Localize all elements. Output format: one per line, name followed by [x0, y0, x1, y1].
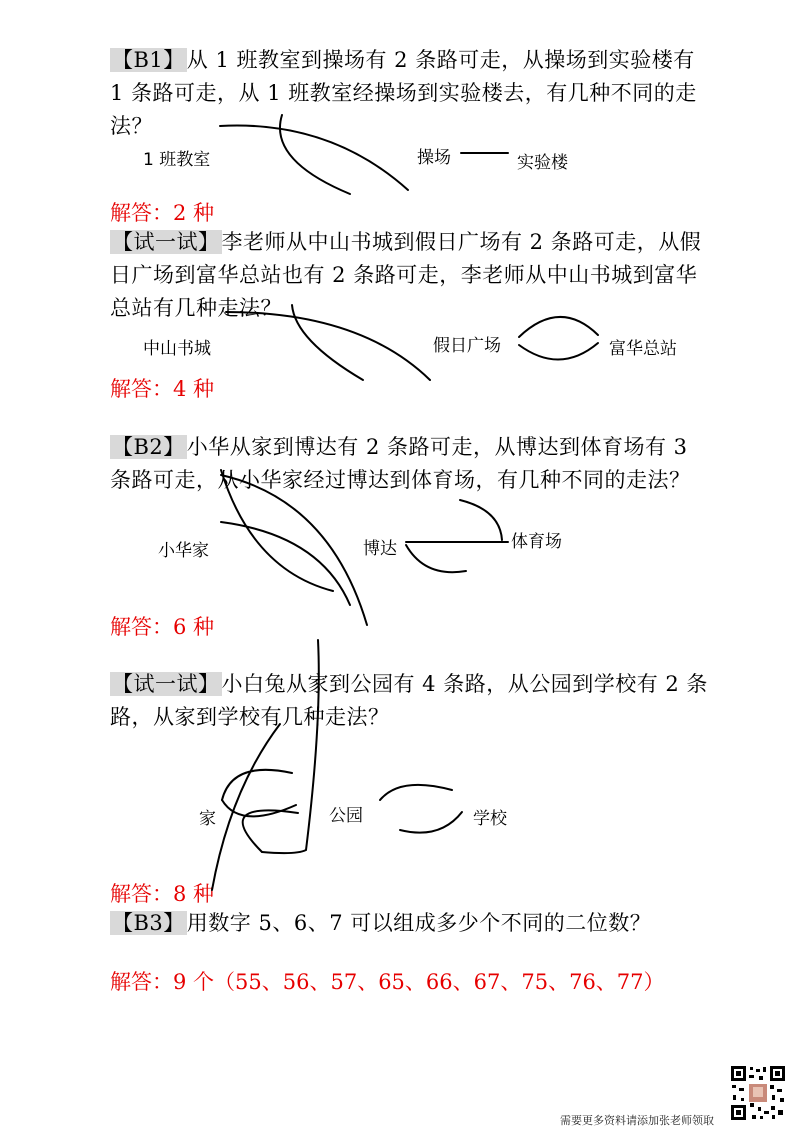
- question-tag: 【B1】: [112, 48, 185, 72]
- route-curve: [460, 500, 502, 540]
- place-label-3: 体育场: [511, 532, 562, 552]
- route-curve: [262, 640, 319, 853]
- route-curve: [221, 475, 367, 625]
- route-curve: [222, 770, 292, 800]
- place-label-1: 中山书城: [143, 339, 211, 359]
- place-label-3: 实验楼: [517, 153, 568, 173]
- question-text: 用数字 5、6、7 可以组成多少个不同的二位数？: [186, 911, 652, 935]
- question-text: 李老师从中山书城到假日广场有 2 条路可走，从假日广场到富华总站也有 2 条路可走，李老师从中山书城到富华总站有几种走法？: [110, 230, 702, 320]
- route-curve: [380, 785, 452, 800]
- answer-b1: 解答：2 种: [110, 201, 215, 225]
- answer-try1: 解答：4 种: [110, 377, 215, 401]
- place-label-2: 操场: [417, 148, 451, 168]
- footer-note: 需要更多资料请添加张老师领取: [560, 1114, 714, 1127]
- qr-code-icon: [730, 1065, 786, 1121]
- route-curve: [226, 312, 430, 380]
- place-label-3: 富华总站: [609, 339, 677, 359]
- place-label-1: 家: [199, 809, 216, 829]
- route-curve: [292, 305, 363, 380]
- place-label-1: 小华家: [158, 541, 209, 561]
- route-curve: [212, 724, 280, 890]
- answer-b3: 解答：9 个（55、56、57、65、66、67、75、76、77）: [110, 970, 665, 994]
- question-tag: 【B2】: [112, 435, 185, 459]
- route-curve: [406, 545, 466, 572]
- route-curve: [280, 115, 350, 194]
- route-curve: [220, 126, 408, 190]
- question-text: 小华从家到博达有 2 条路可走，从博达到体育场有 3 条路可走，从小华家经过博达到体育场，有几种不同的走法？: [110, 435, 691, 492]
- question-text: 小白兔从家到公园有 4 条路，从公园到学校有 2 条路，从家到学校有几种走法？: [110, 672, 708, 729]
- answer-try2: 解答：8 种: [110, 882, 215, 906]
- route-curve: [400, 812, 462, 833]
- route-curve: [519, 317, 598, 337]
- question-tag: 【试一试】: [112, 672, 220, 696]
- place-label-2: 假日广场: [433, 336, 501, 356]
- place-label-2: 博达: [363, 539, 397, 559]
- question-tag: 【试一试】: [112, 230, 220, 254]
- route-curve: [221, 522, 350, 605]
- question-text: 从 1 班教室到操场有 2 条路可走，从操场到实验楼有 1 条路可走，从 1 班教室经操场到实验楼去，有几种不同的走法？: [110, 48, 697, 138]
- question-tag: 【B3】: [112, 911, 185, 935]
- place-label-3: 学校: [473, 809, 507, 829]
- place-label-2: 公园: [329, 806, 363, 826]
- answer-b2: 解答：6 种: [110, 615, 215, 639]
- route-curve: [519, 343, 598, 360]
- place-label-1: 1 班教室: [143, 150, 211, 170]
